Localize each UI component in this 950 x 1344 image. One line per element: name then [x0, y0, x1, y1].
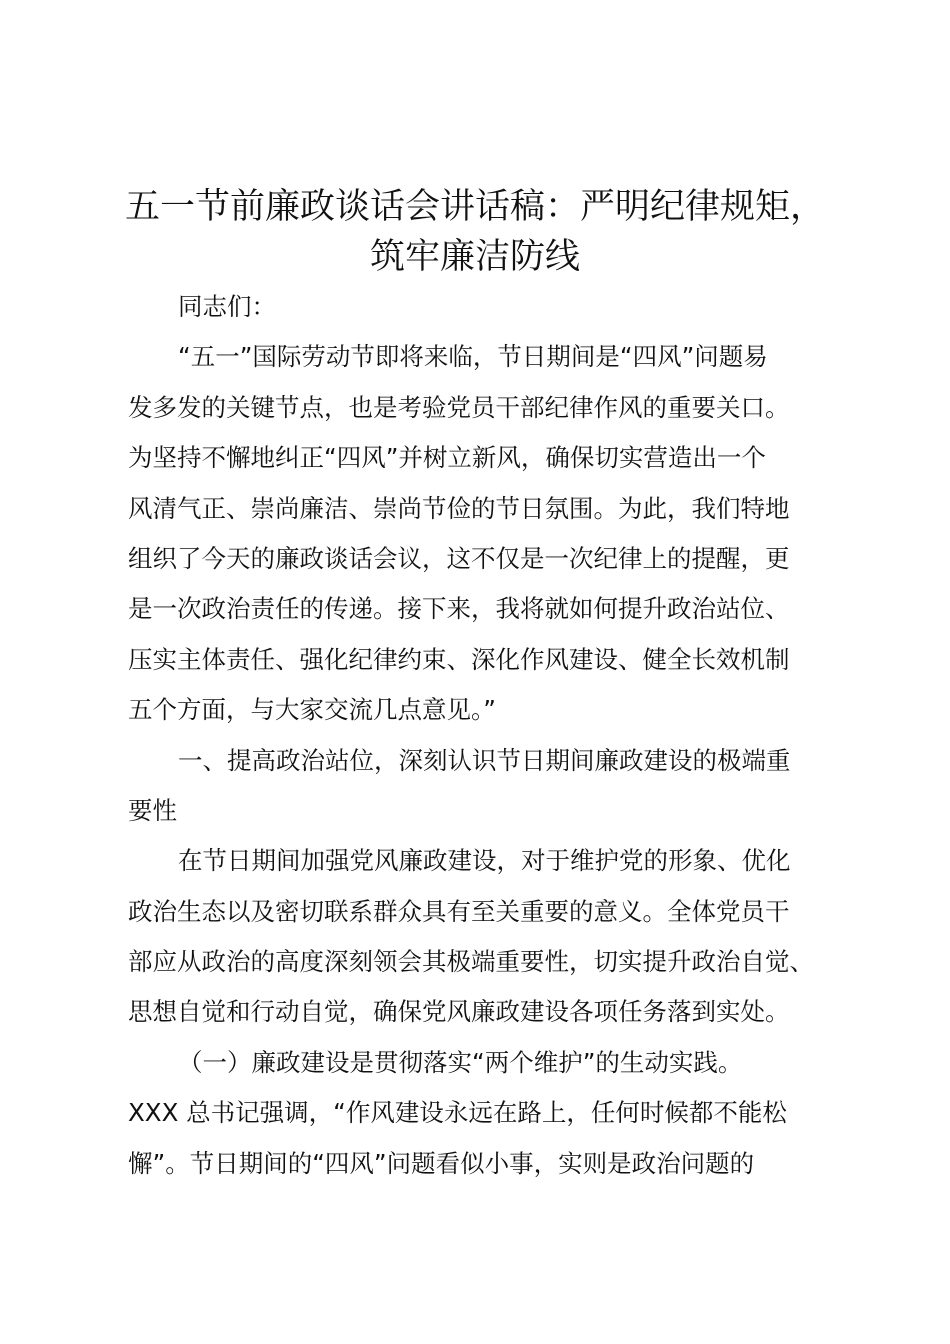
- salutation: 同志们：: [178, 292, 276, 321]
- title-line-2: 筑牢廉洁防线: [369, 237, 580, 277]
- paragraph-line: 压实主体责任、强化纪律约束、深化作风建设、健全长效机制: [128, 644, 790, 674]
- section-heading-continued: 要性: [128, 795, 177, 825]
- paragraph-line: 政治生态以及密切联系群众具有至关重要的意义。全体党员干: [128, 896, 790, 926]
- paragraph-line: 思想自觉和行动自觉，确保党风廉政建设各项任务落到实处。: [128, 997, 790, 1027]
- paragraph-line: 发多发的关键节点，也是考验党员干部纪律作风的重要关口。: [128, 392, 790, 422]
- document-title: [100, 182, 850, 282]
- paragraph-line: 风清气正、崇尚廉洁、崇尚节俭的节日氛围。为此，我们特地: [128, 493, 790, 523]
- paragraph-line: 在节日期间加强党风廉政建设，对于维护党的形象、优化: [178, 846, 791, 876]
- paragraph-line: 懈”。节日期间的“四风”问题看似小事，实则是政治问题的: [128, 1148, 755, 1178]
- paragraph-line: 组织了今天的廉政谈话会议，这不仅是一次纪律上的提醒，更: [128, 543, 790, 573]
- subsection-heading: （一）廉政建设是贯彻落实“两个维护”的生动实践。: [178, 1047, 743, 1077]
- title-line-1: 五一节前廉政谈话会讲话稿：严明纪律规矩，: [124, 187, 825, 227]
- paragraph-line: 五个方面，与大家交流几点意见。”: [128, 695, 496, 725]
- paragraph-line: 为坚持不懈地纠正“四风”并树立新风，确保切实营造出一个: [128, 443, 766, 473]
- paragraph-line: “五一”国际劳动节即将来临，节日期间是“四风”问题易: [178, 342, 768, 372]
- paragraph-line: 是一次政治责任的传递。接下来，我将就如何提升政治站位、: [128, 594, 790, 624]
- paragraph-line: XXX 总书记强调，“作风建设永远在路上，任何时候都不能松: [128, 1098, 787, 1128]
- section-heading: 一、提高政治站位，深刻认识节日期间廉政建设的极端重: [178, 745, 791, 775]
- paragraph-line: 部应从政治的高度深刻领会其极端重要性，切实提升政治自觉、: [128, 947, 814, 977]
- document-body: [128, 282, 840, 1189]
